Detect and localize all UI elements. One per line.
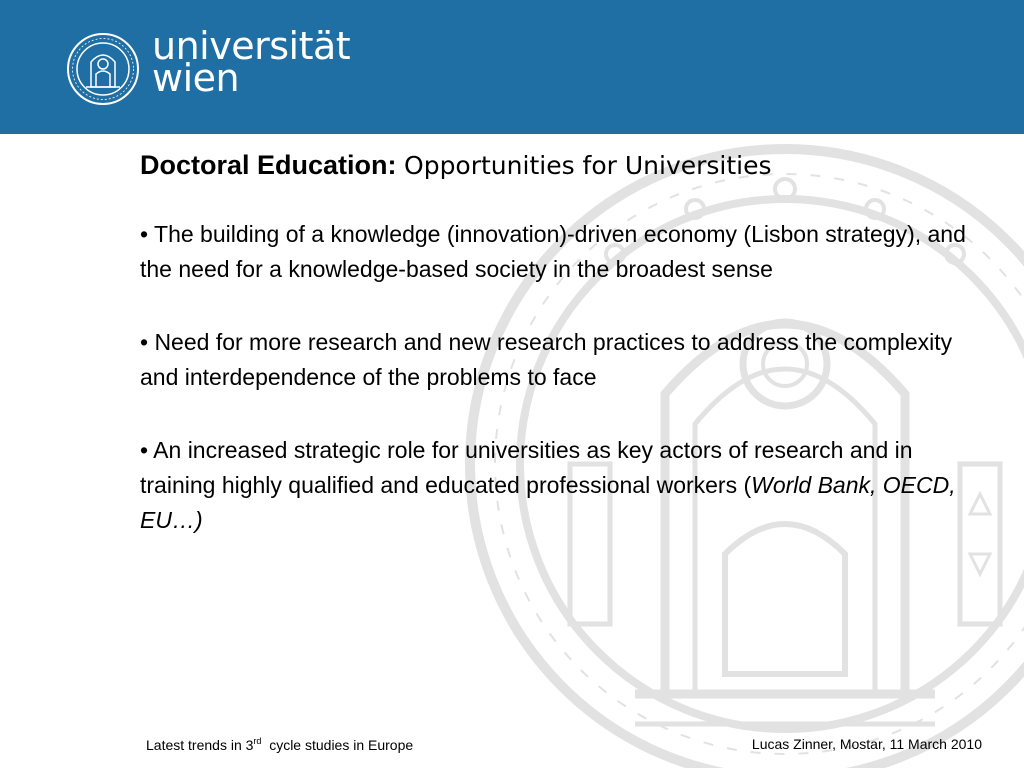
university-wordmark — [152, 24, 351, 100]
brand-line1: universität — [152, 24, 351, 68]
bullet-item-3 — [140, 433, 970, 538]
footer-left-post: cycle studies in Europe — [261, 737, 414, 753]
slide-title-part2: Opportunities for Universities — [404, 151, 772, 180]
bullet-item-3-italic: World Bank, OECD, EU…) — [140, 472, 956, 533]
university-seal-icon — [66, 32, 140, 106]
slide-title — [140, 150, 970, 181]
slide-title-part1: Doctoral Education: — [140, 150, 405, 180]
footer-left — [146, 736, 413, 753]
brand-line2: wien — [152, 56, 240, 100]
footer-left-sup: rd — [253, 736, 262, 746]
footer-left-pre: Latest trends in 3 — [146, 737, 254, 753]
header-bar — [0, 0, 1024, 134]
bullet-item-1: • The building of a knowledge (innovation)-driven economy (Lisbon strategy), and the need for a knowledge-based society in the broadest sense — [140, 221, 966, 282]
footer-right: Lucas Zinner, Mostar, 11 March 2010 — [751, 736, 982, 752]
bullet-item-2: • Need for more research and new research practices to address the complexity and interdependence of the problems to face — [140, 329, 953, 390]
bullet-item-3-text: • An increased strategic role for universities as key actors of research and in training highly qualified and educated professional workers ( — [140, 437, 913, 498]
slide-content — [140, 150, 970, 576]
